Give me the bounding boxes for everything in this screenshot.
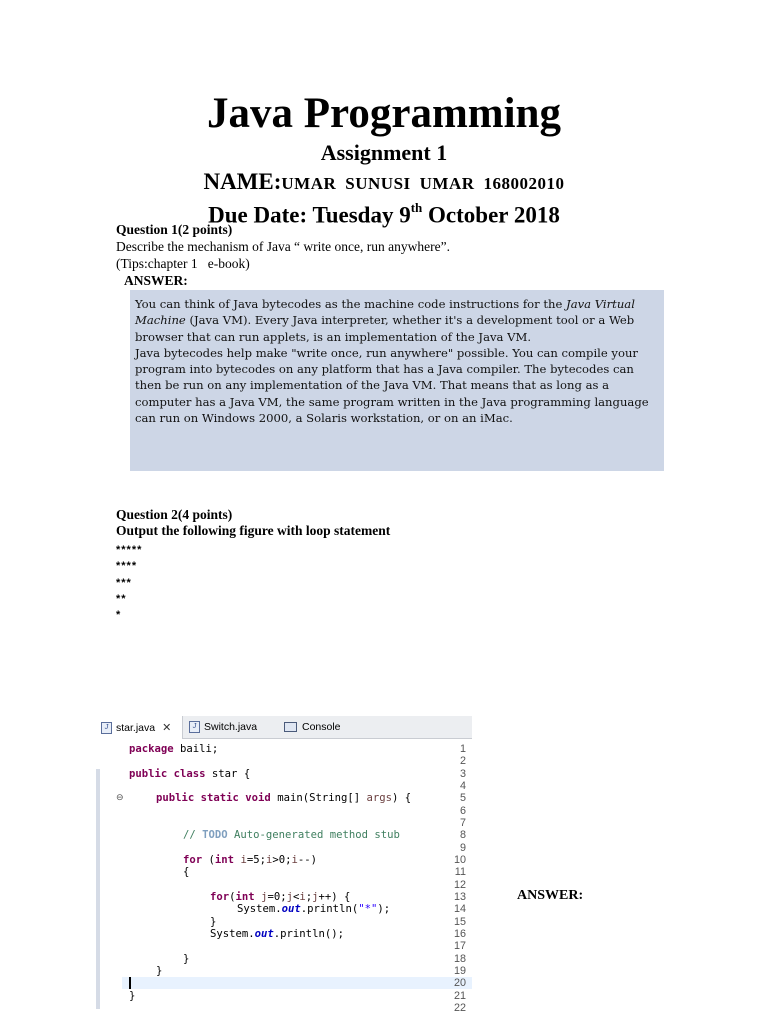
- tab-console[interactable]: Console: [278, 716, 341, 738]
- line-number: 6: [459, 805, 466, 817]
- change-marker-bar: [96, 769, 100, 1009]
- code-line-5[interactable]: public static void main(String[] args) {: [156, 792, 412, 804]
- page-title: Java Programming: [207, 90, 561, 137]
- current-line-highlight: [122, 977, 472, 989]
- code-line-3[interactable]: public class star {: [129, 768, 251, 780]
- line-number: 22: [453, 1002, 466, 1014]
- answer-paragraph-1: You can think of Java bytecodes as the machine code instructions for the Java Virtual Machine (Java VM). Every Java interpreter, whether it's a development tool or a Web browser that can run applets, is an implementation of the Java VM.: [135, 297, 635, 344]
- line-number: 19: [453, 965, 466, 977]
- tab-switch-java[interactable]: J Switch.java: [184, 716, 257, 738]
- code-line-15[interactable]: }: [210, 916, 217, 928]
- answer-text: [135, 296, 660, 426]
- line-number: 9: [459, 842, 466, 854]
- code-line-14[interactable]: System.out.println("*");: [237, 903, 391, 915]
- line-number: 21: [453, 990, 466, 1002]
- line-number: 3: [459, 768, 466, 780]
- fold-icon[interactable]: ⊖: [116, 792, 124, 802]
- code-line-8[interactable]: // TODO Auto-generated method stub: [183, 829, 400, 841]
- code-line-21[interactable]: }: [129, 990, 136, 1002]
- line-number: 20: [453, 977, 466, 989]
- line-number: 4: [459, 780, 466, 792]
- tab-star-java[interactable]: J star.java ✕: [96, 716, 183, 739]
- due-suffix: October 2018: [422, 202, 560, 228]
- code-line-1[interactable]: package baili;: [129, 743, 219, 755]
- line-number: 16: [453, 928, 466, 940]
- question1-text: Describe the mechanism of Java “ write once, run anywhere”.: [116, 239, 450, 254]
- name-first: UMAR: [281, 174, 337, 193]
- star-row: **: [116, 593, 127, 605]
- star-row: ***: [116, 577, 132, 589]
- text-caret: [129, 977, 131, 989]
- assignment-subtitle: Assignment 1: [320, 140, 448, 165]
- line-number: 17: [453, 940, 466, 952]
- code-line-13[interactable]: for(int j=0;j<i;j++) {: [210, 891, 351, 903]
- java-file-icon: J: [101, 722, 112, 734]
- line-number: 11: [454, 866, 466, 878]
- code-line-19[interactable]: }: [156, 965, 163, 977]
- answer-paragraph-2: Java bytecodes help make "write once, run anywhere" possible. You can compile your program into bytecodes on any platform that has a Java compiler. The bytecodes can then be run on any implementation of the Java VM. That means that as long as a computer has a Java VM, the same program written in the Java programming language can run on Windows 2000, a Solaris workstation, or on an iMac.: [135, 345, 649, 426]
- code-line-11[interactable]: {: [183, 866, 190, 878]
- star-row: *****: [116, 544, 143, 556]
- line-number: 12: [453, 879, 466, 891]
- name-last: UMAR: [419, 174, 475, 193]
- question1-heading: Question 1(2 points): [116, 222, 233, 237]
- line-number: 8: [459, 829, 466, 841]
- line-number: 14: [453, 903, 466, 915]
- question2-heading: Question 2(4 points): [116, 507, 233, 522]
- name-label: NAME:: [203, 169, 282, 194]
- star-row: ****: [116, 560, 138, 572]
- code-line-16[interactable]: System.out.println();: [210, 928, 344, 940]
- close-icon[interactable]: ✕: [162, 721, 172, 734]
- editor-tab-bar: [96, 716, 472, 739]
- code-line-10[interactable]: for (int i=5;i>0;i--): [183, 854, 318, 866]
- due-superscript: th: [410, 200, 423, 215]
- line-number: 5: [459, 792, 466, 804]
- line-number: 15: [453, 916, 466, 928]
- star-row: *: [116, 609, 122, 621]
- question1-answer-label: ANSWER:: [124, 273, 188, 288]
- line-number: 1: [459, 743, 466, 755]
- console-icon: [284, 722, 297, 732]
- due-prefix: Due Date: Tuesday 9: [208, 202, 411, 228]
- ide-screenshot: [96, 716, 472, 1016]
- student-id: 168002010: [483, 174, 565, 193]
- line-number: 2: [459, 755, 466, 767]
- question1-tips: (Tips:chapter 1 e-book): [116, 256, 250, 271]
- line-number: 10: [453, 854, 466, 866]
- line-number: 13: [453, 891, 466, 903]
- question2-text: Output the following figure with loop statement: [116, 523, 391, 538]
- code-line-18[interactable]: }: [183, 953, 190, 965]
- name-middle: SUNUSI: [345, 174, 411, 193]
- java-file-icon: J: [189, 721, 200, 733]
- question2-answer-label: ANSWER:: [517, 888, 584, 903]
- line-number: 7: [459, 817, 466, 829]
- line-number: 18: [453, 953, 466, 965]
